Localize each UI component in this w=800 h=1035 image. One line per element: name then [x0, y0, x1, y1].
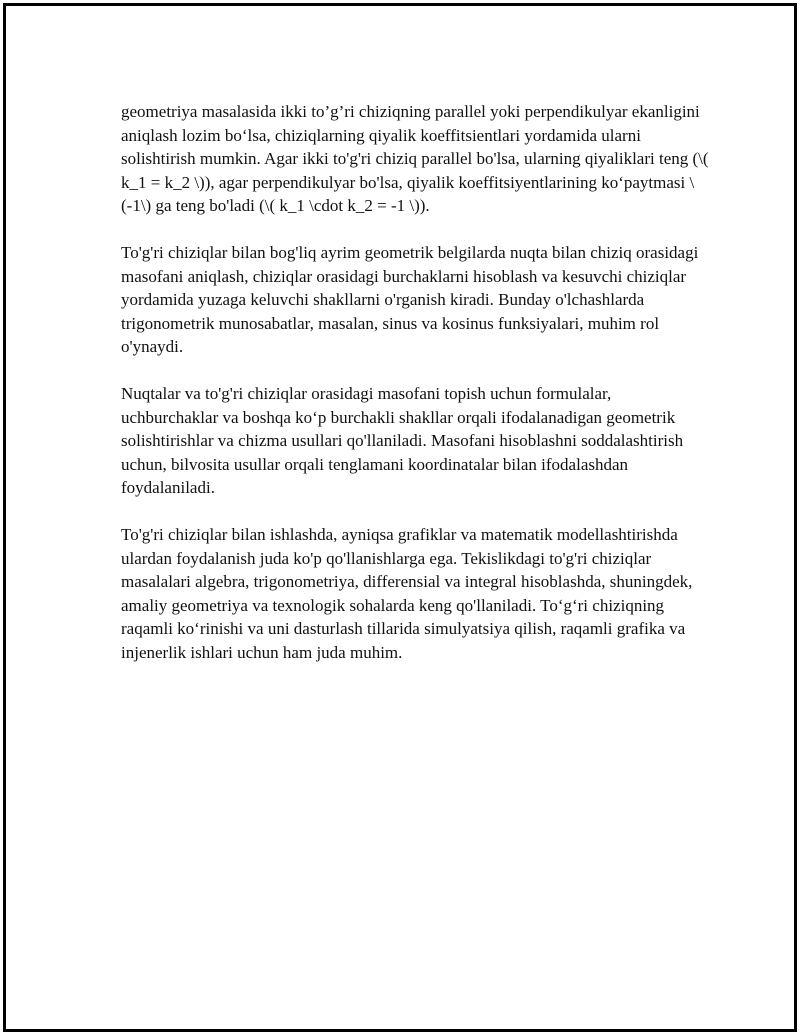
paragraph-2: To'g'ri chiziqlar bilan bog'liq ayrim geometrik belgilarda nuqta bilan chiziq orasidagi masofani aniqlash, chiziqlar orasidagi burchaklarni hisoblash va kesuvchi chiziqlar yordamida yuzaga keluvchi shakllarni o'rganish kiradi. Bunday o'lchashlarda trigonometrik munosabatlar, masalan, sinus va kosinus funksiyalari, muhim rol o'ynaydi.: [121, 243, 699, 356]
page-border: [3, 3, 797, 1032]
paragraph-4: To'g'ri chiziqlar bilan ishlashda, ayniqsa grafiklar va matematik modellashtirishda ulardan foydalanish juda ko'p qo'llanishlarga ega. Tekislikdagi to'g'ri chiziqlar masalalari algebra, trigonometriya, differensial va integral hisoblashda, shuningdek, amaliy geometriya va texnologik sohalarda keng qo'llaniladi. To‘g‘ri chiziqning raqamli ko‘rinishi va uni dasturlash tillarida simulyatsiya qilish, raqamli grafika va injenerlik ishlari uchun ham juda muhim.: [121, 525, 693, 662]
document-body: [121, 100, 711, 688]
paragraph-1: geometriya masalasida ikki to’g’ri chiziqning parallel yoki perpendikulyar ekanligini aniqlash lozim bo‘lsa, chiziqlarning qiyalik koeffitsientlari yordamida ularni solishtirish mumkin. Agar ikki to'g'ri chiziq parallel bo'lsa, ularning qiyaliklari teng (\( k_1 = k_2 \)), agar perpendikulyar bo'lsa, qiyalik koeffitsiyentlarining ko‘paytmasi \(-1\) ga teng bo'ladi (\( k_1 \cdot k_2 = -1 \)).: [121, 102, 709, 215]
paragraph-3: Nuqtalar va to'g'ri chiziqlar orasidagi masofani topish uchun formulalar, uchburchaklar va boshqa ko‘p burchakli shakllar orqali ifodalanadigan geometrik solishtirishlar va chizma usullari qo'llaniladi. Masofani hisoblashni soddalashtirish uchun, bilvosita usullar orqali tenglamani koordinatalar bilan ifodalashdan foydalaniladi.: [121, 384, 684, 497]
